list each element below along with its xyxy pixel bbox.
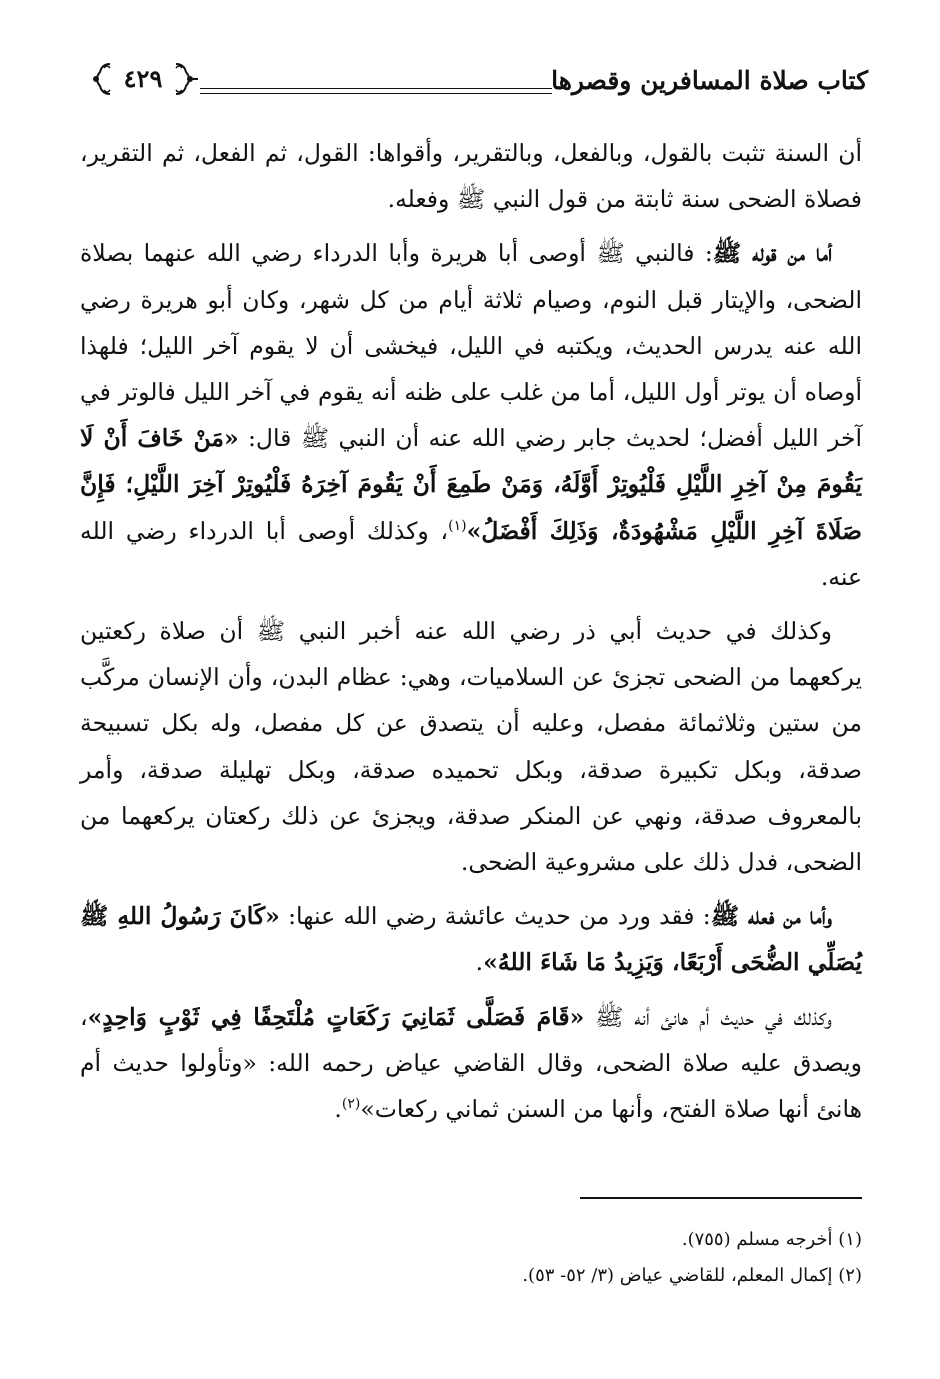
paragraph-4-text-a: : فقد ورد من حديث عائشة رضي الله عنها:: [279, 902, 711, 931]
header-rule: [200, 88, 552, 94]
hadith-quote-witr: «مَنْ خَافَ أَنْ لَا يَقُومَ مِنْ آخِرِ اللَّيْلِ فَلْيُوتِرْ أَوَّلَهُ، وَمَنْ طَمِعَ أَنْ يَقُومَ آخِرَهُ فَلْيُوتِرْ آخِرَ اللَّيْلِ؛ فَإِنَّ صَلَاةَ آخِرِ اللَّيْلِ مَشْهُودَةٌ، وَذَلِكَ أَفْضَلُ»: [80, 424, 863, 545]
paragraph-2: [80, 230, 862, 600]
paragraph-5-text-b: ، ويصدق عليه صلاة الضحى، وقال القاضي عياض رحمه الله: «وتأولوا حديث أم هانئ أنها صلاة الفتح، وأنها من السنن ثماني ركعات»: [80, 1002, 862, 1124]
hadith-quote-umm-hani: «قَامَ فَصَلَّى ثَمَانِيَ رَكَعَاتٍ مُلْتَحِفًا فِي ثَوْبٍ وَاحِدٍ»: [87, 1002, 585, 1031]
paragraph-2-text-a: : فالنبي ﷺ أوصى أبا هريرة وأبا الدرداء رضي الله عنهما بصلاة الضحى، والإيتار قبل النوم، وصيام ثلاثة أيام من كل شهر، وكان أبو هريرة رضي الله عنه يدرس الحديث، ويكتبه في الليل، فيخشى أن لا يقوم آخر الليل؛ فلهذا أوصاه أن يوتر أول الليل، أما من غلب على ظنه أنه يقوم في آخر الليل فالوتر في آخر الليل أفضل؛ لحديث جابر رضي الله عنه أن النبي ﷺ قال:: [80, 239, 862, 453]
paragraph-2-text-b: ، وكذلك أوصى أبا الدرداء رضي الله عنه.: [80, 516, 862, 591]
page-header: [88, 58, 868, 108]
footnote-separator: [580, 1197, 862, 1199]
footnote-ref-2[interactable]: (٢): [341, 1096, 361, 1113]
running-title: كتاب صلاة المسافرين وقصرها: [551, 66, 868, 95]
paragraph-3: وكذلك في حديث أبي ذر رضي الله عنه أخبر النبي ﷺ أن صلاة ركعتين يركعهما من الضحى تجزئ عن السلاميات، وهي: عظام البدن، وأن الإنسان مركَّب من ستين وثلاثمائة مفصل، وعليه أن يتصدق عن كل مفصل، وله بكل تسبيحة صدقة، وبكل تكبيرة صدقة، وبكل تحميده صدقة، وبكل تهليلة صدقة، وأمر بالمعروف صدقة، ونهي عن المنكر صدقة، ويجزئ عن ذلك ركعتان يركعهما من الضحى، فدل ذلك على مشروعية الضحى.: [80, 617, 862, 877]
page-number-ornament: [88, 58, 198, 100]
page-number: ٤٢٩: [123, 64, 163, 93]
paragraph-1: أن السنة تثبت بالقول، وبالفعل، وبالتقرير، وأقواها: القول، ثم الفعل، ثم التقرير، فصلاة الضحى سنة ثابتة من قول النبي ﷺ وفعله.: [80, 139, 862, 214]
paragraph-4-text-b: .: [475, 948, 484, 977]
footnote-ref-1[interactable]: (١): [448, 517, 467, 534]
section-lead-saying: أما من قوله ﷺ: [712, 239, 832, 268]
footnote-1: (١) أخرجه مسلم (٧٥٥).: [681, 1229, 862, 1250]
footnotes: [80, 1222, 862, 1294]
section-lead-action: وأما من فعله ﷺ: [710, 902, 833, 931]
paragraph-4: [80, 893, 862, 985]
paragraph-5: [80, 994, 862, 1133]
hadith-quote-aisha: «كَانَ رَسُولُ اللهِ ﷺ يُصَلِّي الضُّحَى أَرْبَعًا، وَيَزِيدُ مَا شَاءَ اللهُ»: [80, 902, 862, 977]
paragraph-5-text-a: وكذلك في حديث أم هانئ أنه ﷺ: [584, 1002, 832, 1031]
paragraph-5-text-c: .: [334, 1095, 342, 1124]
footnote-2: (٢) إكمال المعلم، للقاضي عياض (٣/ ٥٢- ٥٣).: [522, 1265, 862, 1286]
main-text: [80, 130, 862, 1140]
